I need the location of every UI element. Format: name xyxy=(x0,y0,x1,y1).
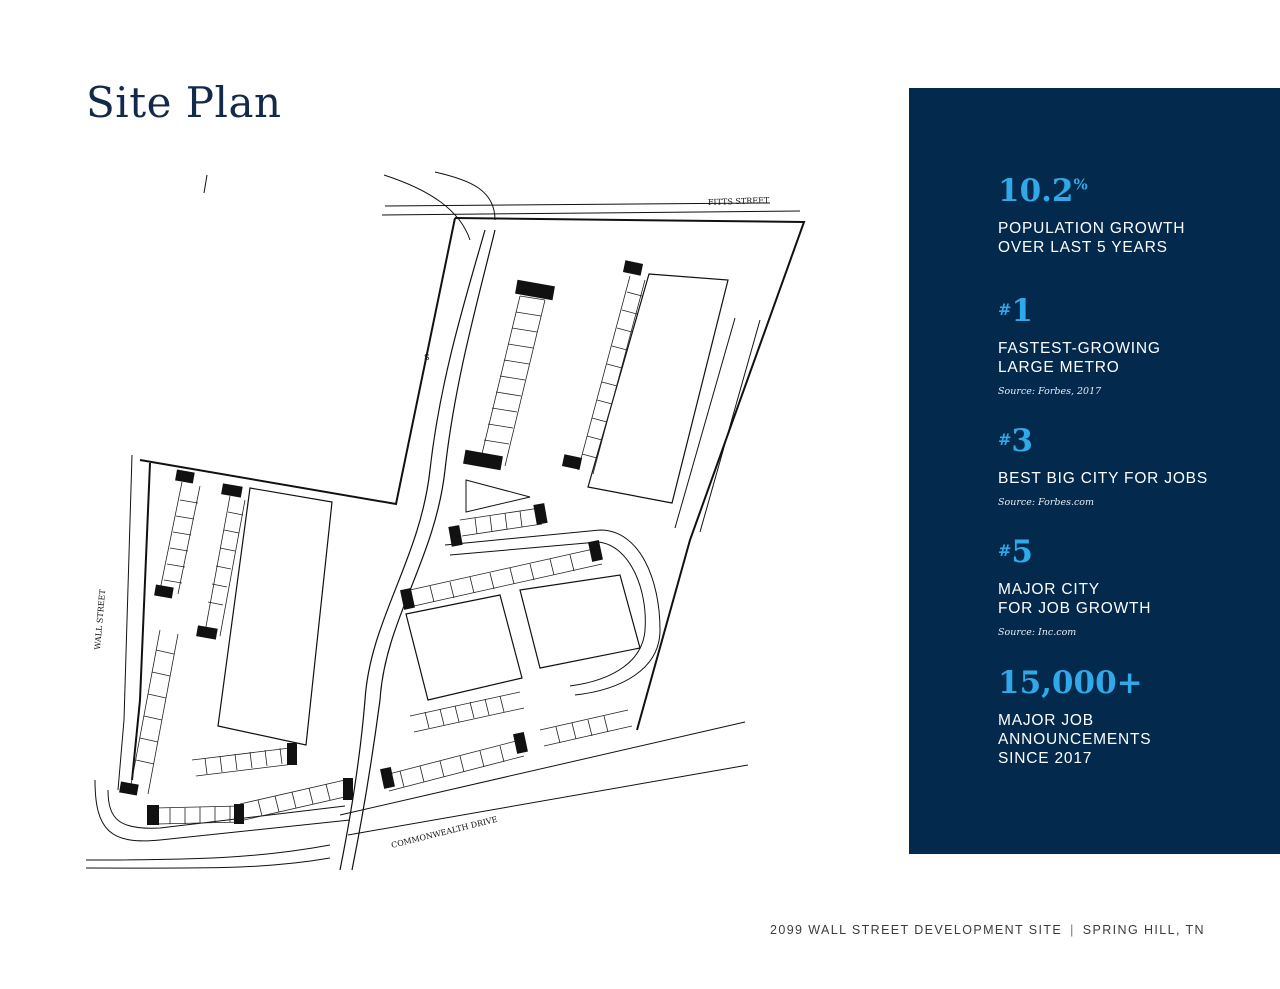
stat-figure: #1 xyxy=(998,293,1033,329)
stat-job-announcements xyxy=(998,665,1152,768)
stat-source: Source: Forbes.com xyxy=(998,497,1095,508)
fitts-street-label: FITTS STREET xyxy=(707,195,770,207)
stat-description: POPULATION GROWTH OVER LAST 5 YEARS xyxy=(998,220,1186,256)
wall-street-label: WALL STREET xyxy=(93,588,108,651)
commonwealth-drive-label: COMMONWEALTH DRIVE xyxy=(390,814,499,850)
footer-location: SPRING HILL, TN xyxy=(1082,923,1205,937)
footer-separator: | xyxy=(1070,923,1075,937)
site-plan-drawing xyxy=(80,160,850,890)
stat-major-city xyxy=(998,534,1152,638)
stat-description: MAJOR JOB ANNOUNCEMENTS SINCE 2017 xyxy=(998,712,1152,767)
stat-figure: #3 xyxy=(998,423,1033,459)
stat-figure: 10.2% xyxy=(998,173,1088,209)
stat-figure: 15,000+ xyxy=(998,665,1143,701)
stat-fastest-growing xyxy=(998,293,1161,397)
stat-source: Source: Forbes, 2017 xyxy=(998,386,1102,397)
stat-figure: #5 xyxy=(998,534,1033,570)
stats-panel xyxy=(909,88,1280,854)
stat-description: FASTEST-GROWING LARGE METRO xyxy=(998,340,1161,376)
footer xyxy=(770,923,1205,937)
stat-description: MAJOR CITY FOR JOB GROWTH xyxy=(998,581,1152,617)
page-title: Site Plan xyxy=(86,78,282,127)
stat-source: Source: Inc.com xyxy=(998,627,1077,638)
stat-population-growth xyxy=(998,173,1186,257)
stat-best-big-city xyxy=(998,423,1208,508)
footer-site: 2099 WALL STREET DEVELOPMENT SITE xyxy=(770,923,1063,937)
stat-description: BEST BIG CITY FOR JOBS xyxy=(998,470,1208,487)
s-mark-label: S xyxy=(424,353,430,362)
